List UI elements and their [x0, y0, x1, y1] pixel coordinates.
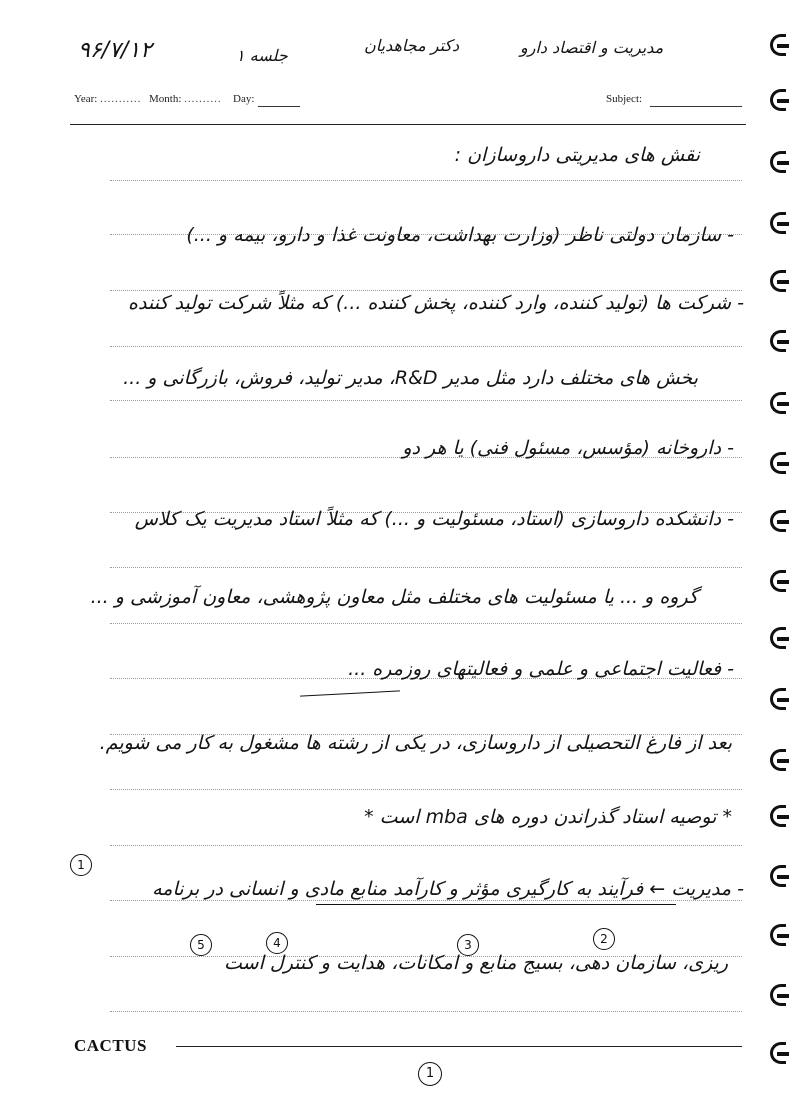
binding-ring — [770, 151, 786, 173]
subject-underline — [650, 106, 742, 107]
note-line-10: - مدیریت ← فرآیند به کارگیری مؤثر و کارآمد منابع مادی و انسانی در برنامه — [152, 878, 744, 900]
header-date: ۹۶/۷/۱۲ — [78, 38, 152, 63]
brand-logo: CACTUS — [74, 1036, 147, 1055]
binding-ring — [770, 570, 786, 592]
note-line-9: * توصیه استاد گذراندن دوره های mba است * — [364, 806, 732, 828]
header-teacher: دکتر مجاهدیان — [364, 36, 460, 55]
ruled-line — [110, 623, 742, 624]
note-line-5: - دانشکده داروسازی (استاد، مسئولیت و ...) که مثلاً استاد مدیریت یک کلاس — [134, 508, 734, 530]
binding-ring — [770, 510, 786, 532]
note-line-11: ریزی، سازمان دهی، بسیج منابع و امکانات، هدایت و کنترل است — [224, 952, 728, 974]
binding-ring — [770, 270, 786, 292]
ruled-line — [110, 180, 742, 181]
binding-ring — [770, 924, 786, 946]
binding-ring — [770, 627, 786, 649]
circled-number-3: 3 — [457, 934, 479, 956]
ruled-line — [110, 1011, 742, 1012]
ruled-line — [110, 346, 742, 347]
note-line-4: - داروخانه (مؤسس، مسئول فنی) یا هر دو — [402, 437, 734, 459]
month-dots: .......... — [184, 93, 222, 105]
binding-ring — [770, 749, 786, 771]
year-dots: ........... — [100, 93, 142, 105]
ruled-line — [110, 900, 742, 901]
month-label: Month: — [149, 93, 182, 105]
header-course: مدیریت و اقتصاد دارو — [520, 38, 664, 57]
ruled-line — [110, 290, 742, 291]
note-line-8: بعد از فارغ التحصیلی از داروسازی، در یکی از رشته ها مشغول به کار می شویم. — [99, 732, 732, 754]
circled-number-2: 2 — [593, 928, 615, 950]
month-field — [149, 93, 222, 105]
binding-ring — [770, 984, 786, 1006]
header-divider — [70, 124, 746, 125]
binding-ring — [770, 330, 786, 352]
circled-number-4: 4 — [266, 932, 288, 954]
ruled-line — [110, 400, 742, 401]
note-line-1: - سازمان دولتی ناظر (وزارت بهداشت، معاونت غذا و دارو، بیمه و ...) — [186, 224, 734, 246]
note-line-6: گروه و ... یا مسئولیت های مختلف مثل معاون پژوهشی، معاون آموزشی و ... — [90, 586, 698, 608]
binding-ring — [770, 392, 786, 414]
binding-ring — [770, 452, 786, 474]
ruled-line — [110, 567, 742, 568]
notes-heading: نقش های مدیریتی داروسازان : — [454, 144, 700, 166]
binding-ring — [770, 865, 786, 887]
note-line-7: - فعالیت اجتماعی و علمی و فعالیتهای روزمره ... — [348, 658, 734, 680]
day-field — [233, 93, 254, 105]
binding-ring — [770, 212, 786, 234]
circled-number-5: 5 — [190, 934, 212, 956]
header-session: جلسه ۱ — [236, 46, 288, 65]
binding-ring — [770, 1042, 786, 1064]
note-underline-7 — [300, 690, 400, 696]
day-underline — [258, 106, 300, 107]
circled-number-1: 1 — [70, 854, 92, 876]
page-number: 1 — [418, 1062, 442, 1086]
subject-label: Subject: — [606, 93, 643, 105]
year-field — [74, 93, 141, 105]
day-label: Day: — [233, 93, 255, 105]
ruled-line — [110, 845, 742, 846]
binding-ring — [770, 34, 786, 56]
binding-ring — [770, 805, 786, 827]
subject-field — [606, 93, 642, 105]
note-line-3: بخش های مختلف دارد مثل مدیر R&D، مدیر تولید، فروش، بازرگانی و ... — [123, 367, 698, 389]
binding-ring — [770, 688, 786, 710]
ruled-line — [110, 789, 742, 790]
footer-line — [176, 1046, 742, 1047]
binding-ring — [770, 89, 786, 111]
note-underline-10 — [316, 904, 676, 905]
year-label: Year: — [74, 93, 98, 105]
note-line-2: - شرکت ها (تولید کننده، وارد کننده، پخش کننده ...) که مثلاً شرکت تولید کننده — [128, 292, 744, 314]
